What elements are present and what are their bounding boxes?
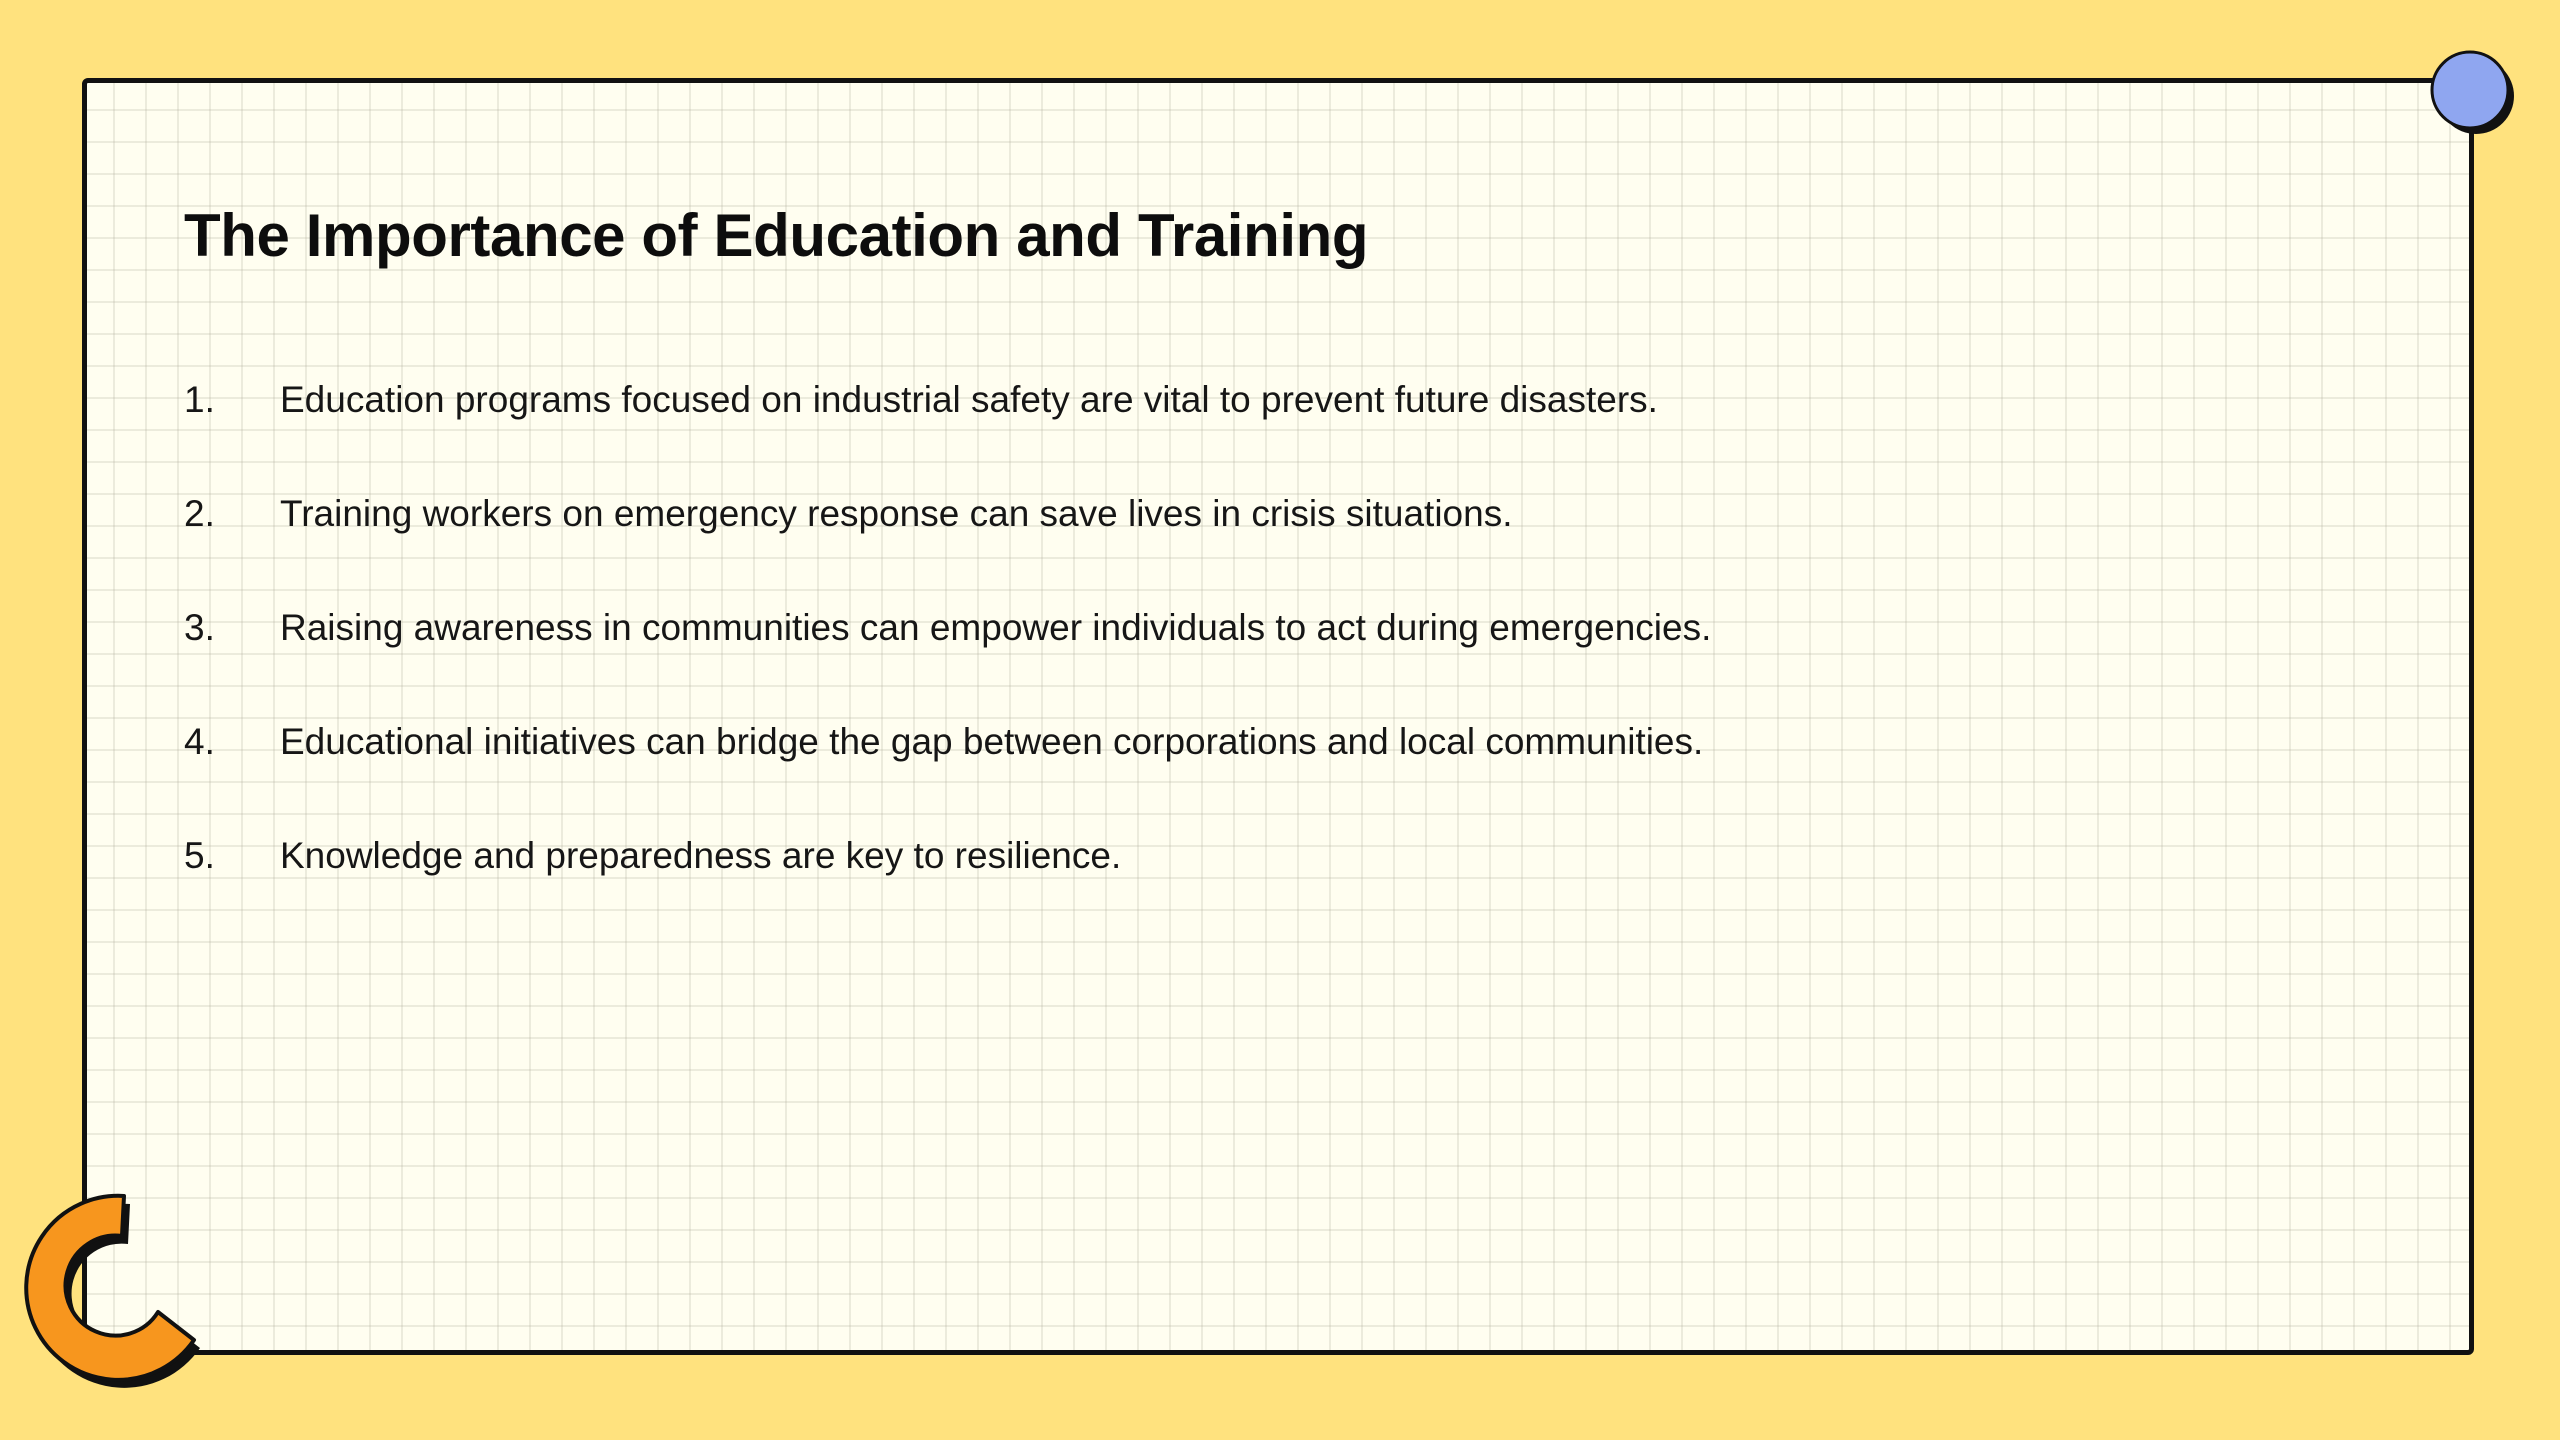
list-item-number: 5.	[184, 835, 215, 876]
list-item-text: Training workers on emergency response can save lives in crisis situations.	[280, 493, 1513, 534]
list-item-text: Raising awareness in communities can empower individuals to act during emergencies.	[280, 607, 1712, 648]
c-shape-decoration-icon	[18, 1178, 208, 1404]
list-item-number: 4.	[184, 721, 215, 762]
list-item-text: Education programs focused on industrial safety are vital to prevent future disasters.	[280, 379, 1658, 420]
list-item-number: 3.	[184, 607, 215, 648]
slide-title: The Importance of Education and Training	[184, 202, 1369, 269]
content-card	[82, 78, 2474, 1355]
list-item-text: Educational initiatives can bridge the gap between corporations and local communities.	[280, 721, 1704, 762]
list-item-number: 2.	[184, 493, 215, 534]
list-item-text: Knowledge and preparedness are key to resilience.	[280, 835, 1122, 876]
list-item-number: 1.	[184, 379, 215, 420]
circle-decoration-icon	[2428, 48, 2516, 136]
